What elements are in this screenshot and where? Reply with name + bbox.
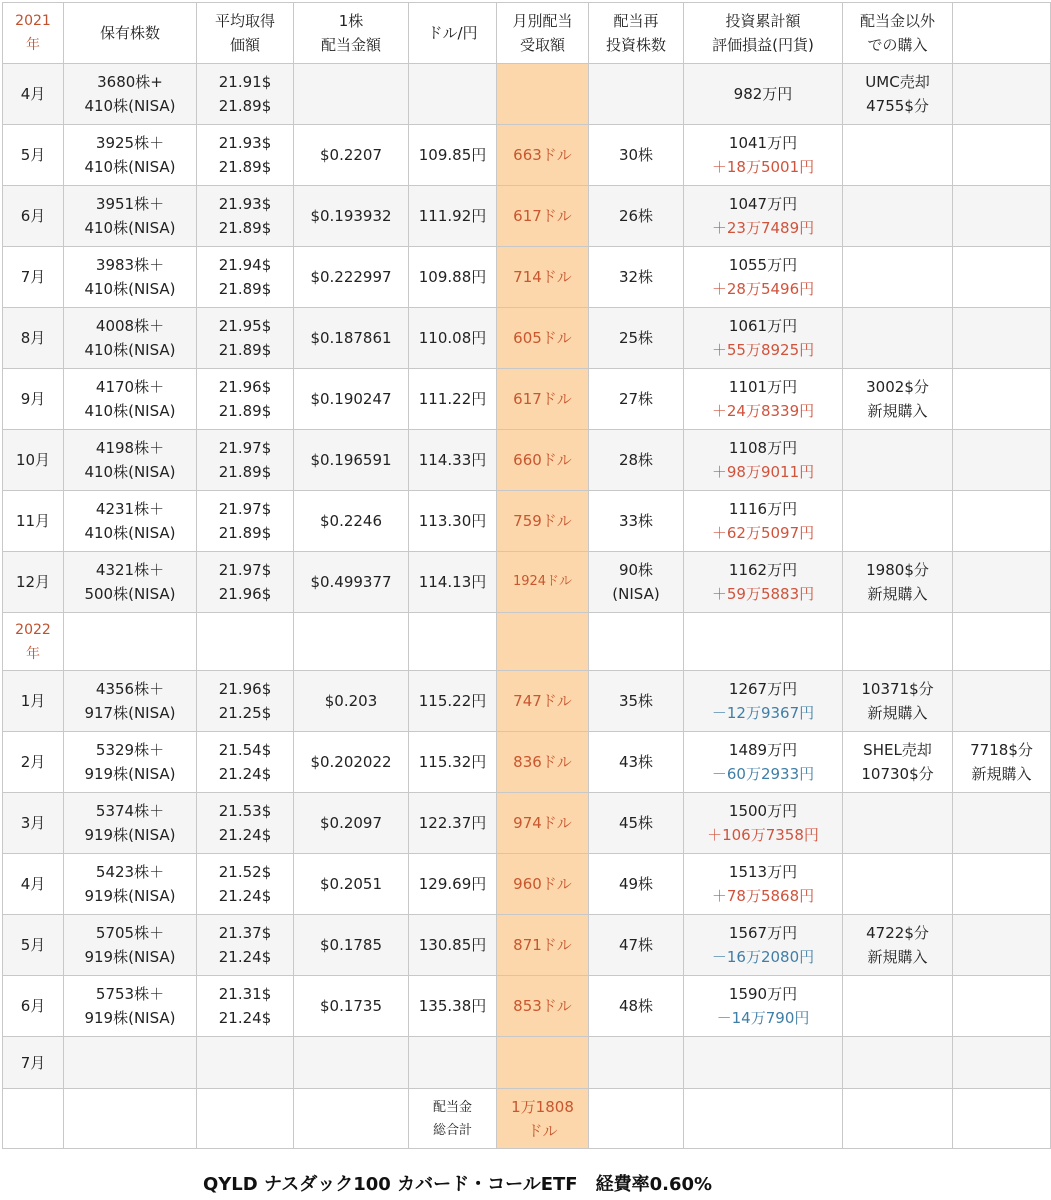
- extra-header: [953, 3, 1051, 64]
- table-row: 4月 3680株+ 410株(NISA) 21.91$ 21.89$ 982万円 UMC売却 4755$分: [3, 64, 1051, 125]
- table-row: 11月 4231株＋ 410株(NISA) 21.97$ 21.89$ $0.2246 113.30円 759ドル 33株 1116万円 ＋62万5097円: [3, 491, 1051, 552]
- shares-header: 保有株数: [64, 3, 197, 64]
- total-label: 配当金 総合計: [409, 1089, 497, 1149]
- table-row: 3月 5374株＋ 919株(NISA) 21.53$ 21.24$ $0.2097 122.37円 974ドル 45株 1500万円 ＋106万7358円: [3, 793, 1051, 854]
- year-2021-header: 2021 年: [3, 3, 64, 64]
- table-row: 8月 4008株＋ 410株(NISA) 21.95$ 21.89$ $0.187861 110.08円 605ドル 25株 1061万円 ＋55万8925円: [3, 308, 1051, 369]
- table-row: 4月 5423株＋ 919株(NISA) 21.52$ 21.24$ $0.2051 129.69円 960ドル 49株 1513万円 ＋78万5868円: [3, 854, 1051, 915]
- monthly-dividend-header: 月別配当 受取額: [497, 3, 589, 64]
- table-row: 10月 4198株＋ 410株(NISA) 21.97$ 21.89$ $0.196591 114.33円 660ドル 28株 1108万円 ＋98万9011円: [3, 430, 1051, 491]
- fx-rate-header: ドル/円: [409, 3, 497, 64]
- table-row: 6月 3951株＋ 410株(NISA) 21.93$ 21.89$ $0.193932 111.92円 617ドル 26株 1047万円 ＋23万7489円: [3, 186, 1051, 247]
- table-row: 1月 4356株＋ 917株(NISA) 21.96$ 21.25$ $0.203 115.22円 747ドル 35株 1267万円 －12万9367円 10371$分 新規購入: [3, 671, 1051, 732]
- year-2022-row: 2022 年: [3, 613, 1051, 671]
- table-row: 5月 3925株＋ 410株(NISA) 21.93$ 21.89$ $0.2207 109.85円 663ドル 30株 1041万円 ＋18万5001円: [3, 125, 1051, 186]
- other-purchase-header: 配当金以外 での購入: [843, 3, 953, 64]
- header-row: [3, 3, 1051, 64]
- total-row: [3, 1089, 1051, 1149]
- avg-price-header: 平均取得 価額: [197, 3, 294, 64]
- table-row: 5月 5705株＋ 919株(NISA) 21.37$ 21.24$ $0.1785 130.85円 871ドル 47株 1567万円 －16万2080円 4722$分 新規購入: [3, 915, 1051, 976]
- evaluation-header: 投資累計額 評価損益(円貨): [684, 3, 843, 64]
- table-row: 12月 4321株＋ 500株(NISA) 21.97$ 21.96$ $0.499377 114.13円 1924ドル 90株 (NISA) 1162万円 ＋59万5883円 1980$分 新規購入: [3, 552, 1051, 613]
- page-caption: QYLD ナスダック100 カバード・コールETF 経費率0.60%: [202, 1174, 713, 1195]
- table-row: 9月 4170株＋ 410株(NISA) 21.96$ 21.89$ $0.190247 111.22円 617ドル 27株 1101万円 ＋24万8339円 3002$分 新規購入: [3, 369, 1051, 430]
- table-row: 6月 5753株＋ 919株(NISA) 21.31$ 21.24$ $0.1735 135.38円 853ドル 48株 1590万円 －14万790円: [3, 976, 1051, 1037]
- dividend-per-share-header: 1株 配当金額: [294, 3, 409, 64]
- reinvest-header: 配当再 投資株数: [589, 3, 684, 64]
- table-row: 7月 3983株＋ 410株(NISA) 21.94$ 21.89$ $0.222997 109.88円 714ドル 32株 1055万円 ＋28万5496円: [3, 247, 1051, 308]
- total-value: 1万1808 ドル: [497, 1089, 589, 1149]
- dividend-table: [2, 2, 1051, 1149]
- table-row: 7月: [3, 1037, 1051, 1089]
- table-row: 2月 5329株＋ 919株(NISA) 21.54$ 21.24$ $0.202022 115.32円 836ドル 43株 1489万円 －60万2933円 SHEL売却 10730$分 7718$分 新規購入: [3, 732, 1051, 793]
